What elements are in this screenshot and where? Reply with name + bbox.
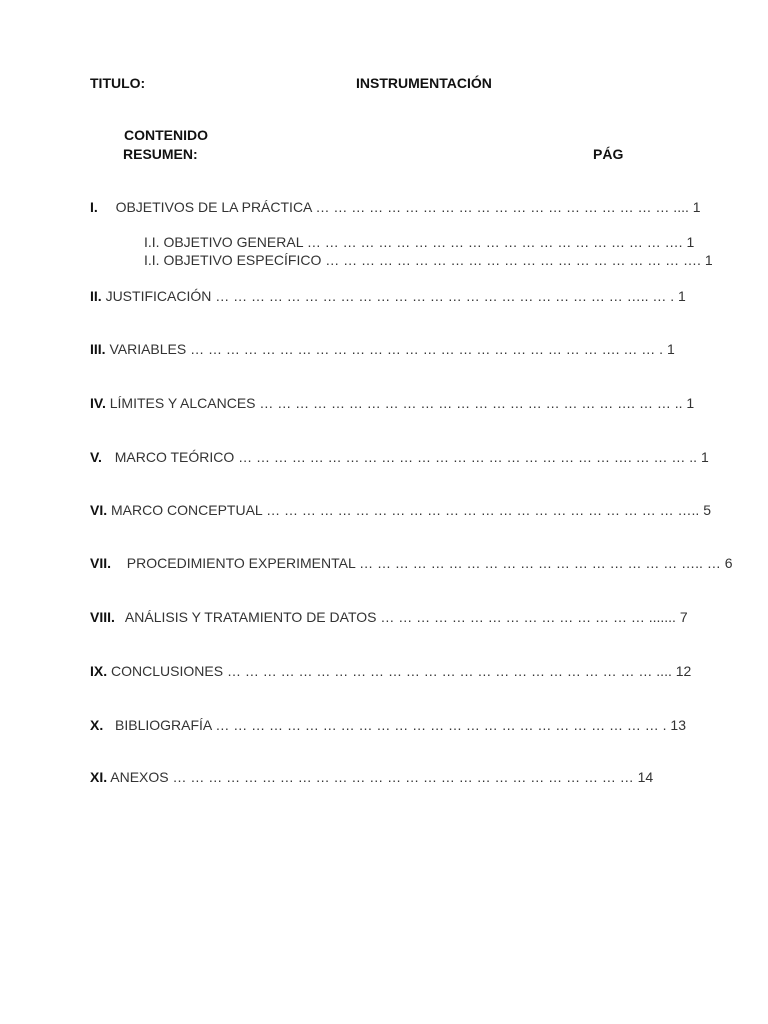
toc-page: 1 <box>700 449 709 465</box>
toc-number: IV. <box>90 395 106 411</box>
toc-item-marco-teorico <box>90 449 709 465</box>
toc-leader: … … … … … … … … … … … … … … … … … … … … … … … … … . <box>215 717 667 733</box>
toc-leader: … … … … … … … … … … … … … … … … … … … … …. <box>306 234 683 250</box>
toc-item-objetivo-general <box>144 234 694 250</box>
toc-number: VI. <box>90 502 108 518</box>
toc-page: 14 <box>637 769 654 785</box>
toc-item-bibliografia <box>90 717 686 733</box>
toc-number: IX. <box>90 663 108 679</box>
toc-leader: … … … … … … … … … … … … … … … … … … … … … … … ….. … . <box>215 288 675 304</box>
toc-title: VARIABLES <box>109 341 187 357</box>
document-title: INSTRUMENTACIÓN <box>356 75 492 91</box>
toc-item-limites-alcances <box>90 395 694 411</box>
toc-item-analisis-datos <box>90 609 688 625</box>
toc-title: MARCO TEÓRICO <box>114 449 235 465</box>
toc-leader: … … … … … … … … … … … … … … … … … … … … … … … … … … <box>172 769 634 785</box>
toc-page: 1 <box>704 252 713 268</box>
toc-item-conclusiones <box>90 663 691 679</box>
toc-leader: … … … … … … … … … … … … … … … … … … … … .... <box>315 199 689 215</box>
page-column-heading: PÁG <box>593 146 624 162</box>
title-label: TITULO: <box>90 75 146 91</box>
toc-item-procedimiento-experimental <box>90 555 733 571</box>
toc-item-anexos <box>90 769 653 785</box>
toc-page: 1 <box>692 199 701 215</box>
toc-leader: … … … … … … … … … … … … … … … … … … … … … … … …. … … . <box>190 341 664 357</box>
toc-page: 12 <box>675 663 692 679</box>
toc-title: ANÁLISIS Y TRATAMIENTO DE DATOS <box>124 609 377 625</box>
toc-title: MARCO CONCEPTUAL <box>111 502 263 518</box>
toc-title: PROCEDIMIENTO EXPERIMENTAL <box>126 555 356 571</box>
toc-page: 13 <box>670 717 686 733</box>
toc-number: V. <box>90 449 102 465</box>
toc-item-objetivos <box>90 199 701 215</box>
toc-leader: … … … … … … … … … … … … … … … … … … … … … … … … .... <box>226 663 672 679</box>
toc-title: I.I. OBJETIVO GENERAL <box>144 234 303 250</box>
toc-item-justificacion <box>90 288 686 304</box>
toc-leader: … … … … … … … … … … … … … … … … … … … … …. … … .. <box>259 395 683 411</box>
toc-page: 1 <box>686 234 695 250</box>
toc-item-variables <box>90 341 675 357</box>
toc-page: 7 <box>679 609 688 625</box>
summary-heading: RESUMEN: <box>123 146 198 162</box>
toc-item-objetivo-especifico <box>144 252 713 268</box>
toc-page: 1 <box>666 341 675 357</box>
toc-leader: … … … … … … … … … … … … … … … … … … … … … … … ….. <box>266 502 700 518</box>
contents-heading: CONTENIDO <box>124 127 208 143</box>
toc-title: ANEXOS <box>110 769 169 785</box>
toc-number: X. <box>90 717 104 733</box>
toc-title: LÍMITES Y ALCANCES <box>109 395 256 411</box>
toc-title: I.I. OBJETIVO ESPECÍFICO <box>144 252 322 268</box>
toc-leader: … … … … … … … … … … … … … … … … … … … … …. <box>325 252 701 268</box>
toc-number: VII. <box>90 555 112 571</box>
toc-number: XI. <box>90 769 108 785</box>
toc-item-marco-conceptual <box>90 502 711 518</box>
toc-leader: … … … … … … … … … … … … … … … … … … ….. … <box>359 555 721 571</box>
toc-title: JUSTIFICACIÓN <box>105 288 212 304</box>
toc-title: CONCLUSIONES <box>111 663 224 679</box>
toc-title: OBJETIVOS DE LA PRÁCTICA <box>115 199 312 215</box>
toc-page: 5 <box>703 502 712 518</box>
toc-title: BIBLIOGRAFÍA <box>115 717 212 733</box>
toc-page: 1 <box>686 395 695 411</box>
toc-number: II. <box>90 288 102 304</box>
toc-number: VIII. <box>90 609 115 625</box>
toc-leader: … … … … … … … … … … … … … … … … … … … … … …. … … … .. <box>238 449 698 465</box>
toc-leader: … … … … … … … … … … … … … … … ....... <box>380 609 676 625</box>
toc-number: III. <box>90 341 106 357</box>
toc-page: 1 <box>678 288 686 304</box>
toc-page: 6 <box>724 555 733 571</box>
toc-number: I. <box>90 199 98 215</box>
